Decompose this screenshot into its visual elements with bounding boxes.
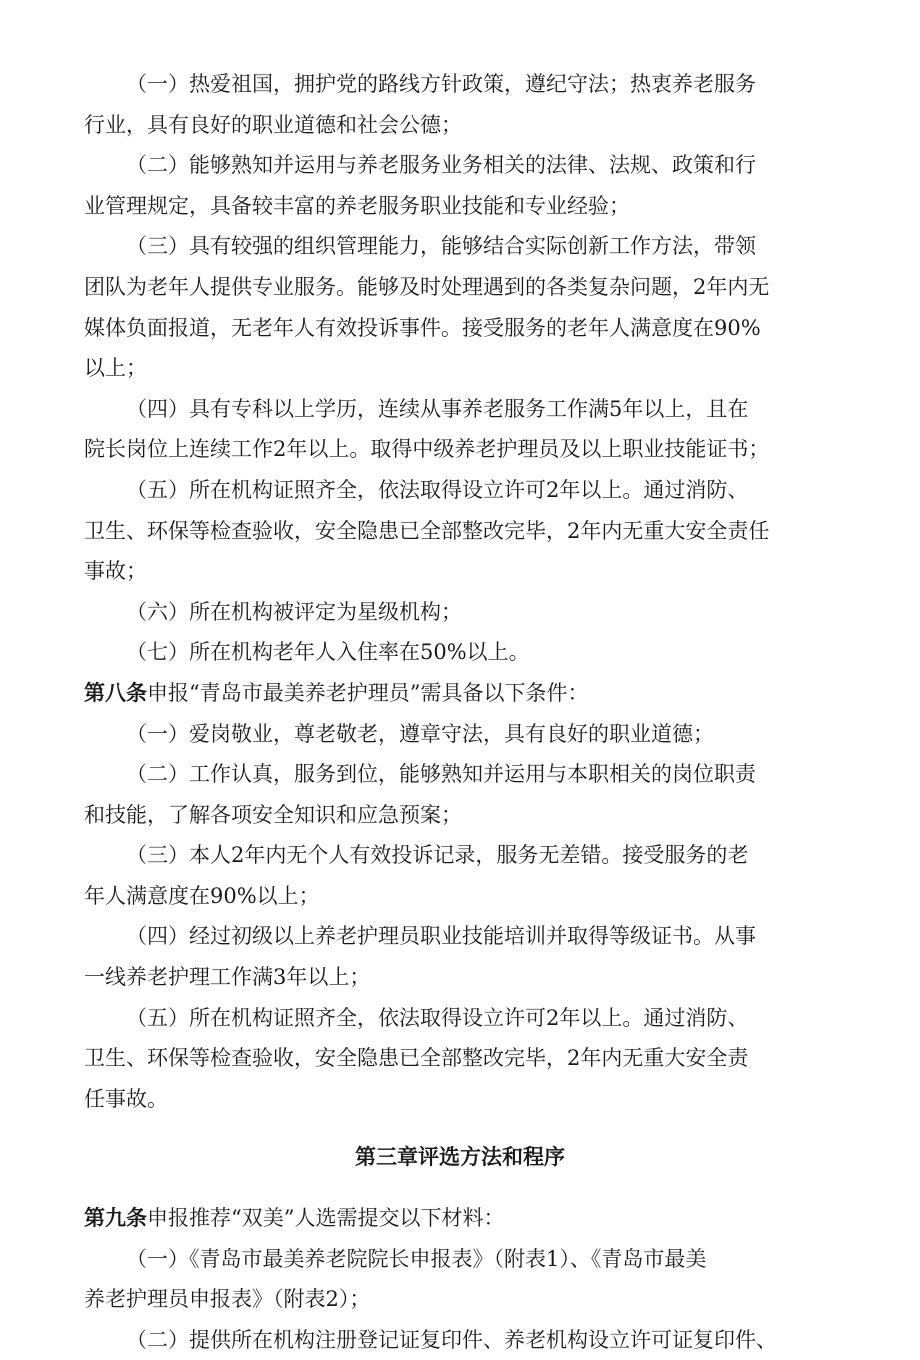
paragraph-line: 养老护理员申报表》（附表2）； <box>84 1287 371 1312</box>
paragraph-line: 卫生、环保等检查验收，安全隐患已全部整改完毕，2年内无重大安全责 <box>84 1046 749 1071</box>
paragraph-line: 和技能，了解各项安全知识和应急预案； <box>84 802 462 827</box>
paragraph-line: 以上； <box>84 356 147 381</box>
paragraph-line: 一线养老护理工作满3年以上； <box>84 965 371 990</box>
article-8 <box>84 673 836 714</box>
article-9-label: 第九条 <box>84 1206 147 1231</box>
paragraph-line: （三）具有较强的组织管理能力，能够结合实际创新工作方法，带领 <box>126 234 756 259</box>
paragraph-line: 业管理规定，具备较丰富的养老服务职业技能和专业经验； <box>84 193 630 218</box>
paragraph-line: （六）所在机构被评定为星级机构； <box>126 599 462 624</box>
paragraph-line: （三）本人2年内无个人有效投诉记录，服务无差错。接受服务的老 <box>126 843 749 868</box>
paragraph-line: （五）所在机构证照齐全，依法取得设立许可2年以上。通过消防、 <box>126 477 749 502</box>
paragraph-line: 任事故。 <box>84 1086 168 1111</box>
document-body <box>84 64 836 1360</box>
paragraph-line: 媒体负面报道，无老年人有效投诉事件。接受服务的老年人满意度在90% <box>84 315 761 340</box>
chapter-heading: 第三章评选方法和程序 <box>355 1145 565 1170</box>
paragraph-line: （七）所在机构老年人入住率在50%以上。 <box>126 640 530 665</box>
paragraph-line: （二）提供所在机构注册登记证复印件、养老机构设立许可证复印件、 <box>126 1327 777 1352</box>
article-8-text: 申报“青岛市最美养老护理员”需具备以下条件： <box>147 680 589 705</box>
article-8-label: 第八条 <box>84 680 147 705</box>
paragraph-line: 团队为老年人提供专业服务。能够及时处理遇到的各类复杂问题，2年内无 <box>84 274 770 299</box>
article-9 <box>84 1198 836 1239</box>
paragraph-line: （四）具有专科以上学历，连续从事养老服务工作满5年以上，且在 <box>126 396 749 421</box>
paragraph-line: （四）经过初级以上养老护理员职业技能培训并取得等级证书。从事 <box>126 924 756 949</box>
paragraph-line: （一）爱岗敬业，尊老敬老，遵章守法，具有良好的职业道德； <box>126 721 714 746</box>
paragraph-line: 院长岗位上连续工作2年以上。取得中级养老护理员及以上职业技能证书； <box>84 437 770 462</box>
paragraph-line: （二）工作认真，服务到位，能够熟知并运用与本职相关的岗位职责 <box>126 762 756 787</box>
paragraph-line: （一）《青岛市最美养老院院长申报表》（附表1）、《青岛市最美 <box>126 1246 707 1271</box>
paragraph-line: 年人满意度在90%以上； <box>84 883 320 908</box>
paragraph-line: （五）所在机构证照齐全，依法取得设立许可2年以上。通过消防、 <box>126 1005 749 1030</box>
paragraph-line: 卫生、环保等检查验收，安全隐患已全部整改完毕，2年内无重大安全责任 <box>84 518 770 543</box>
paragraph-line: 事故； <box>84 559 147 584</box>
paragraph-line: （二）能够熟知并运用与养老服务业务相关的法律、法规、政策和行 <box>126 153 756 178</box>
paragraph-line: 行业，具有良好的职业道德和社会公德； <box>84 112 462 137</box>
article-9-text: 申报推荐“双美”人选需提交以下材料： <box>147 1206 505 1231</box>
paragraph-line: （一）热爱祖国，拥护党的路线方针政策，遵纪守法；热衷养老服务 <box>126 72 756 96</box>
